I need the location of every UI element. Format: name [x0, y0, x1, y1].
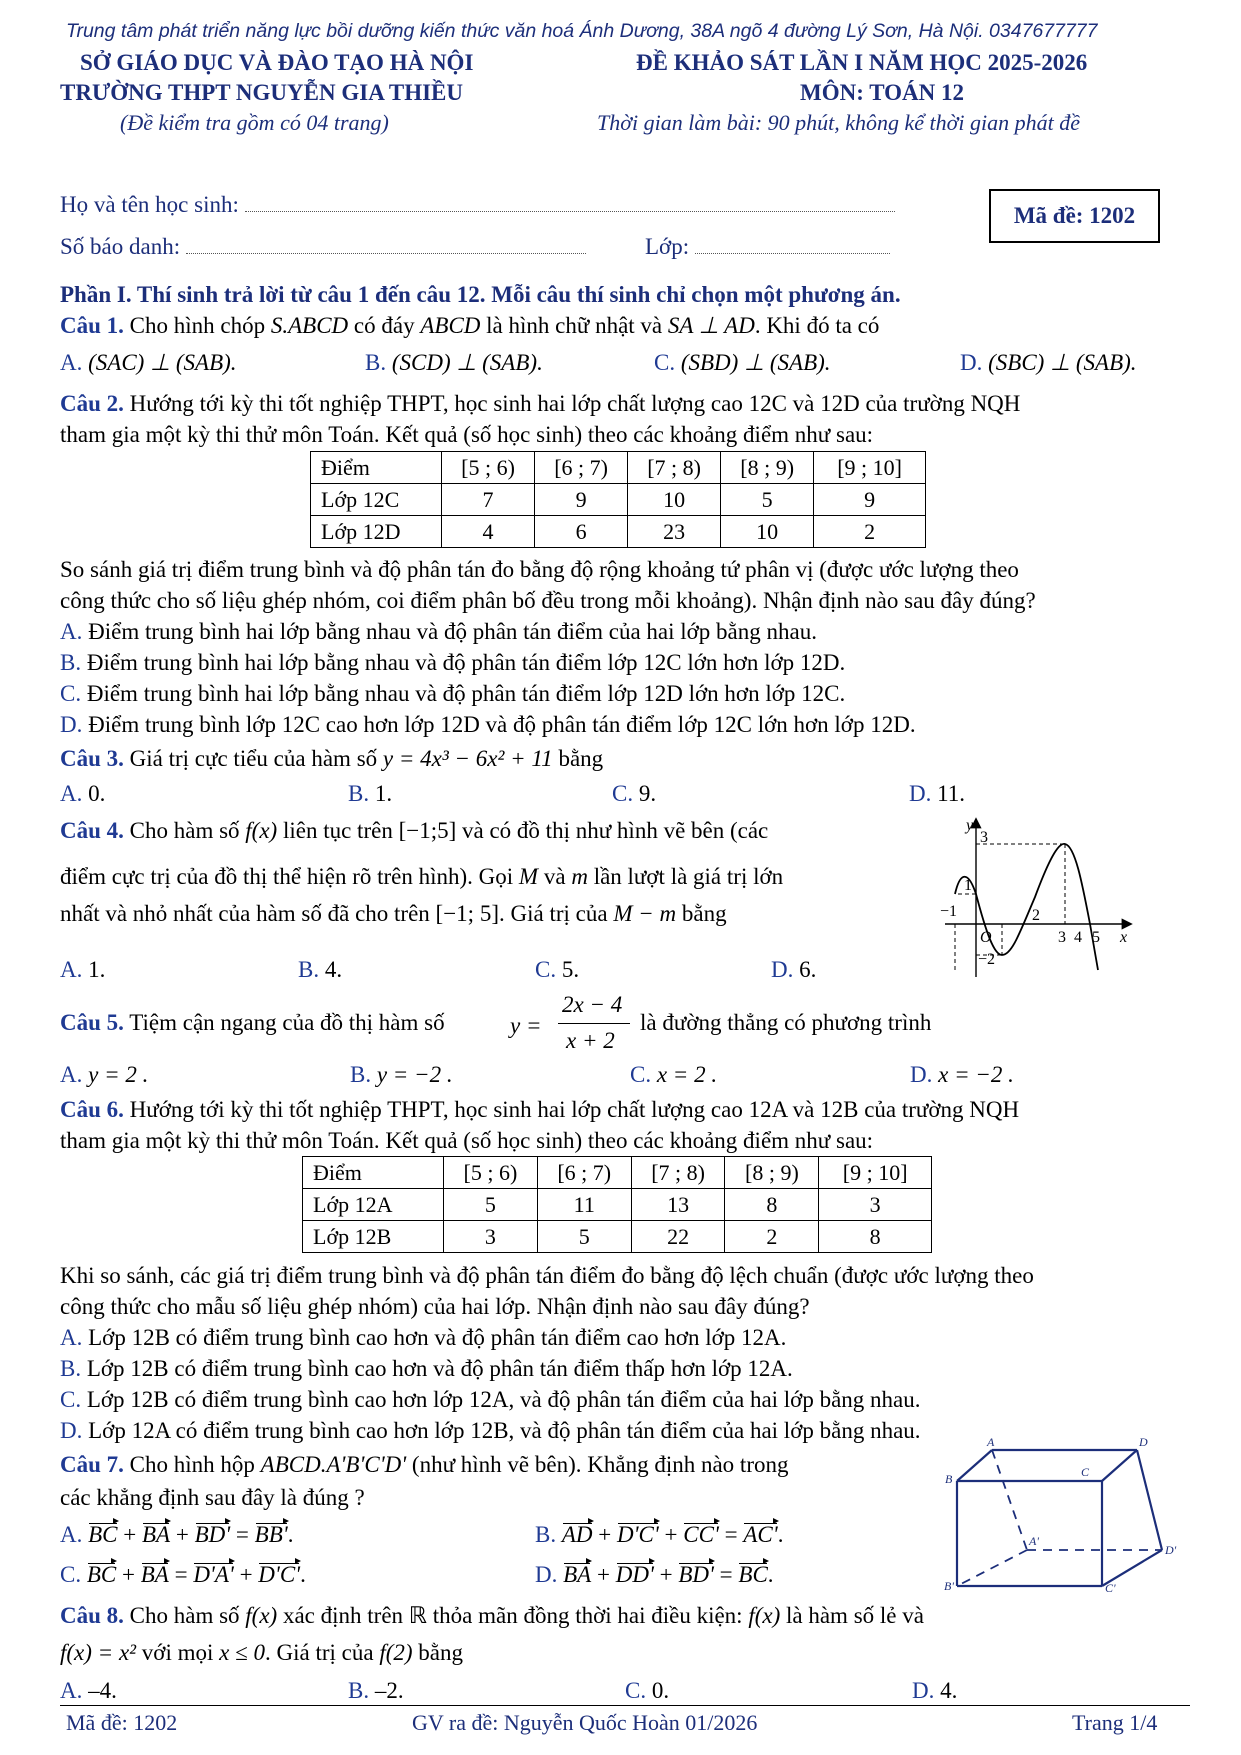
q5-fraction-bar: [558, 1023, 630, 1024]
table-cell: [8 ; 9): [721, 452, 814, 484]
table-cell: [6 ; 7): [535, 452, 628, 484]
q2-option-b[interactable]: [60, 650, 845, 676]
table-cell: [7 ; 8): [628, 452, 721, 484]
part1-heading: Phần I. Thí sinh trả lời từ câu 1 đến câu 12. Mỗi câu thí sinh chỉ chọn một phương án.: [60, 282, 901, 307]
q7-m1: ABCD.A'B'C'D': [260, 1452, 407, 1477]
fig-label-B: B: [945, 1472, 953, 1486]
q7-d-vec: BA: [563, 1562, 592, 1587]
fig-label-A1: A': [1029, 1534, 1039, 1548]
table-cell: [9 ; 10]: [814, 452, 926, 484]
q8-l2b: với mọi: [141, 1640, 214, 1665]
q4-t5: lần lượt là giá trị lớn: [593, 864, 784, 889]
q7-a-op: +: [123, 1522, 137, 1547]
q4-b-label: B.: [298, 957, 320, 982]
q2-num: Câu 2.: [60, 391, 124, 416]
q8-t2: xác định trên ℝ thỏa mãn đồng thời hai điều kiện:: [282, 1603, 743, 1628]
q6-d-value: Lớp 12A có điểm trung bình cao hơn lớp 12B, và độ phân tán điểm của hai lớp bằng nhau.: [88, 1418, 921, 1443]
exam-title: ĐỀ KHẢO SÁT LẦN I NĂM HỌC 2025-2026: [636, 50, 1088, 75]
q2-option-c[interactable]: [60, 681, 845, 707]
q4-c-label: C.: [535, 957, 557, 982]
table-cell: 5: [444, 1189, 538, 1221]
table-cell: Điểm: [311, 452, 442, 484]
footer-author: GV ra đề: Nguyễn Quốc Hoàn 01/2026: [412, 1710, 758, 1735]
q5-d-value: x = −2 .: [938, 1062, 1014, 1087]
q1-option-d[interactable]: [960, 350, 1137, 376]
q8-d-value: 4.: [940, 1678, 958, 1703]
q5-y: y =: [510, 1013, 542, 1038]
q2-table: [310, 451, 926, 548]
q2-c-value: Điểm trung bình hai lớp bằng nhau và độ phân tán điểm lớp 12D lớn hơn lớp 12C.: [86, 681, 846, 706]
table-cell: 22: [631, 1221, 725, 1253]
fig-label-D: D: [1139, 1438, 1148, 1449]
q1-m2: ABCD: [420, 313, 481, 338]
q7-c-op: =: [174, 1562, 188, 1587]
q7-d-dot: .: [767, 1562, 774, 1587]
q6-b-value: Lớp 12B có điểm trung bình cao hơn và độ phân tán điểm thấp hơn lớp 12A.: [86, 1356, 793, 1381]
q3-option-b[interactable]: [348, 781, 392, 807]
exam-code-box: [989, 189, 1160, 243]
q7-b-op: =: [724, 1522, 738, 1547]
graph-label-neg1: −1: [940, 903, 958, 920]
q1-d-value: (SBC) ⊥ (SAB).: [988, 350, 1137, 375]
class-field[interactable]: [695, 253, 890, 254]
q4-l3a: nhất và nhỏ nhất của hàm số đã cho trên: [60, 901, 430, 926]
q1-c-value: (SBD) ⊥ (SAB).: [680, 350, 831, 375]
q4-a-value: 1.: [88, 957, 106, 982]
student-name-line: [60, 192, 895, 218]
q7-d-op: +: [659, 1562, 673, 1587]
table-cell: [7 ; 8): [631, 1157, 725, 1189]
q2-a-value: Điểm trung bình hai lớp bằng nhau và độ phân tán điểm của hai lớp bằng nhau.: [88, 619, 817, 644]
table-row: [303, 1157, 932, 1189]
table-cell: 3: [819, 1189, 932, 1221]
q5-b-label: B.: [350, 1062, 372, 1087]
q8-b-value: –2.: [374, 1678, 404, 1703]
q3-option-c[interactable]: [612, 781, 656, 807]
q1-option-b[interactable]: [365, 350, 543, 376]
table-cell: [6 ; 7): [537, 1157, 631, 1189]
q1-a-value: (SAC) ⊥ (SAB).: [88, 350, 237, 375]
q4-t3: và có đồ thị như hình vẽ bên (các: [462, 818, 769, 843]
q2-line1: [60, 391, 1020, 417]
q8-l2c: x ≤ 0: [219, 1640, 265, 1665]
q8-l2f: bằng: [418, 1640, 463, 1665]
q7-t2: (như hình vẽ bên). Khẳng định nào trong: [411, 1452, 789, 1477]
subject: MÔN: TOÁN 12: [800, 80, 964, 105]
q6-c-value: Lớp 12B có điểm trung bình cao hơn lớp 12A, và độ phân tán điểm của hai lớp bằng nhau.: [86, 1387, 921, 1412]
q4-M: M: [518, 864, 539, 889]
q2-line2: tham gia một kỳ thi thử môn Toán. Kết quả (số học sinh) theo các khoảng điểm như sau:: [60, 422, 874, 447]
q8-d-label: D.: [912, 1678, 935, 1703]
q1-t3: là hình chữ nhật và: [486, 313, 663, 338]
q6-l1: Hướng tới kỳ thi tốt nghiệp THPT, học sinh hai lớp chất lượng cao 12A và 12B của trường NQH: [129, 1097, 1020, 1122]
table-cell: 2: [814, 516, 926, 548]
q5-num: Câu 5.: [60, 1010, 124, 1035]
q2-a-label: A.: [60, 619, 83, 644]
q5-denominator: x + 2: [566, 1028, 615, 1053]
q6-line1: [60, 1097, 1019, 1123]
q4-interval: [−1;5]: [398, 818, 457, 843]
q7-c-vec: BC: [86, 1562, 117, 1587]
q7-c-vec: BA: [140, 1562, 169, 1587]
q4-expr: M − m: [613, 901, 677, 926]
graph-label-1: 1: [964, 877, 972, 894]
q3-t1: Giá trị cực tiểu của hàm số: [129, 746, 378, 771]
q7-line2: các khẳng định sau đây là đúng ?: [60, 1485, 365, 1510]
q3-option-d[interactable]: [909, 781, 965, 807]
q6-a-value: Lớp 12B có điểm trung bình cao hơn và độ phân tán điểm cao hơn lớp 12A.: [88, 1325, 787, 1350]
q4-option-b[interactable]: [298, 957, 342, 983]
fig-label-B1: B': [944, 1579, 954, 1593]
q2-c-label: C.: [60, 681, 82, 706]
q3-text: [60, 746, 603, 772]
q8-option-c[interactable]: [625, 1678, 669, 1704]
q6-a-label: A.: [60, 1325, 83, 1350]
table-cell: Lớp 12D: [311, 516, 442, 548]
q6-option-c[interactable]: [60, 1387, 921, 1413]
q1-text: [60, 313, 879, 339]
class-label: Lớp:: [645, 234, 690, 259]
q5-option-c[interactable]: [630, 1062, 717, 1088]
q5-t2: là đường thẳng có phương trình: [640, 1010, 932, 1035]
q7-c-vec: D'C': [258, 1562, 301, 1587]
q1-a-label: A.: [60, 350, 83, 375]
table-row: [311, 484, 926, 516]
q7-d-vec: DD': [615, 1562, 654, 1587]
q8-num: Câu 8.: [60, 1603, 124, 1628]
q2-option-a[interactable]: [60, 619, 817, 645]
table-cell: 2: [725, 1221, 819, 1253]
student-name-field[interactable]: [245, 211, 895, 212]
q3-b-value: 1.: [374, 781, 393, 806]
student-id-field[interactable]: [186, 253, 586, 254]
q2-d-label: D.: [60, 712, 83, 737]
graph-label-4: 4: [1074, 929, 1082, 946]
table-cell: 23: [628, 516, 721, 548]
center-banner: Trung tâm phát triển năng lực bồi dưỡng kiến thức văn hoá Ánh Dương, 38A ngõ 4 đường Lý Sơn, Hà Nội. 0347677777: [66, 20, 1098, 42]
q7-b-label: B.: [535, 1522, 557, 1547]
q1-t2: có đáy: [353, 313, 415, 338]
q1-c-label: C.: [654, 350, 676, 375]
q3-d-label: D.: [909, 781, 932, 806]
q7-a-vec: BB': [254, 1522, 288, 1547]
q7-b-op: +: [664, 1522, 678, 1547]
q8-l2e: f(2): [379, 1640, 413, 1665]
q1-m1: S.ABCD: [270, 313, 349, 338]
q7-d-op: +: [596, 1562, 610, 1587]
q7-b-vec: AC': [743, 1522, 778, 1547]
q8-line1: [60, 1603, 924, 1629]
table-cell: 10: [628, 484, 721, 516]
q1-t4: . Khi đó ta có: [754, 313, 880, 338]
graph-label-origin: O: [980, 929, 992, 946]
q8-option-d[interactable]: [912, 1678, 957, 1704]
q2-d-value: Điểm trung bình lớp 12C cao hơn lớp 12D và độ phân tán điểm lớp 12C lớn hơn lớp 12D.: [88, 712, 916, 737]
q3-function: y = 4x³ − 6x² + 11: [382, 746, 553, 771]
student-name-label: Họ và tên học sinh:: [60, 192, 239, 217]
table-cell: 3: [444, 1221, 538, 1253]
q8-t1: Cho hàm số: [129, 1603, 240, 1628]
fig-label-D1: D': [1165, 1543, 1177, 1557]
q6-line3: Khi so sánh, các giá trị điểm trung bình và độ phân tán điểm đo bằng độ lệch chuẩn (được ước lượng theo: [60, 1263, 1034, 1288]
pages-note: (Đề kiểm tra gồm có 04 trang): [120, 110, 389, 135]
q8-a-label: A.: [60, 1678, 83, 1703]
q4-t1: Cho hàm số: [129, 818, 240, 843]
table-cell: 8: [725, 1189, 819, 1221]
exam-code: Mã đề: 1202: [1013, 203, 1136, 228]
q7-a-vec: BC: [88, 1522, 118, 1547]
q6-option-a[interactable]: [60, 1325, 786, 1351]
q4-option-a[interactable]: [60, 957, 105, 983]
q5-b-value: y = −2 .: [376, 1062, 453, 1087]
q5-option-a[interactable]: [60, 1062, 148, 1088]
q3-b-label: B.: [348, 781, 370, 806]
q6-b-label: B.: [60, 1356, 82, 1381]
q7-b-op: +: [598, 1522, 612, 1547]
q4-t6: bằng: [681, 901, 727, 926]
table-cell: 5: [537, 1221, 631, 1253]
q5-numerator: 2x − 4: [562, 992, 623, 1017]
q7-d-label: D.: [535, 1562, 558, 1587]
q6-line2: tham gia một kỳ thi thử môn Toán. Kết quả (số học sinh) theo các khoảng điểm như sau:: [60, 1128, 874, 1153]
q3-a-value: 0.: [88, 781, 106, 806]
q4-t2: liên tục trên: [282, 818, 393, 843]
student-id-label: Số báo danh:: [60, 234, 181, 259]
table-cell: Lớp 12C: [311, 484, 442, 516]
dept-name: SỞ GIÁO DỤC VÀ ĐÀO TẠO HÀ NỘI: [80, 50, 474, 75]
q8-l2d: . Giá trị của: [264, 1640, 374, 1665]
fig-label-A: A: [987, 1438, 995, 1449]
q4-d-label: D.: [771, 957, 794, 982]
table-row: [311, 516, 926, 548]
q1-d-label: D.: [960, 350, 983, 375]
graph-label-3x: 3: [1058, 929, 1066, 946]
table-cell: 10: [721, 516, 814, 548]
q1-b-value: (SCD) ⊥ (SAB).: [391, 350, 543, 375]
q7-c-op: +: [239, 1562, 253, 1587]
q8-a-value: –4.: [88, 1678, 117, 1703]
q8-b-label: B.: [348, 1678, 370, 1703]
q4-l3b: Giá trị của: [510, 901, 608, 926]
footer-page: Trang 1/4: [1072, 1710, 1158, 1735]
q7-line1: [60, 1452, 788, 1478]
q8-option-a[interactable]: [60, 1678, 117, 1704]
q7-b-vec: AD: [561, 1522, 593, 1547]
graph-label-5: 5: [1092, 929, 1100, 946]
q7-c-label: C.: [60, 1562, 82, 1587]
q1-option-a[interactable]: [60, 350, 237, 376]
table-cell: Lớp 12B: [303, 1221, 444, 1253]
q1-num: Câu 1.: [60, 313, 124, 338]
q4-l2: điểm cực trị của đồ thị thể hiện rõ trên hình). Gọi: [60, 864, 514, 889]
q3-num: Câu 3.: [60, 746, 124, 771]
footer-divider: [60, 1705, 1190, 1706]
q5-c-label: C.: [630, 1062, 652, 1087]
q3-option-a[interactable]: [60, 781, 105, 807]
q6-option-b[interactable]: [60, 1356, 793, 1382]
table-cell: [5 ; 6): [444, 1157, 538, 1189]
q4-num: Câu 4.: [60, 818, 124, 843]
graph-label-2: 2: [1032, 907, 1040, 924]
q4-graph: [940, 812, 1140, 982]
q6-option-d[interactable]: [60, 1418, 921, 1444]
school-name: TRƯỜNG THPT NGUYỄN GIA THIỀU: [60, 80, 464, 105]
footer-code: Mã đề: 1202: [66, 1710, 178, 1735]
graph-label-y: y: [966, 817, 974, 834]
table-cell: 4: [442, 516, 535, 548]
fig-label-C: C: [1081, 1465, 1090, 1479]
q4-option-c[interactable]: [535, 957, 579, 983]
q2-b-value: Điểm trung bình hai lớp bằng nhau và độ phân tán điểm lớp 12C lớn hơn lớp 12D.: [86, 650, 846, 675]
q7-b-vec: CC': [683, 1522, 719, 1547]
graph-label-3y: 3: [980, 829, 988, 846]
table-cell: 5: [721, 484, 814, 516]
q4-t4: và: [543, 864, 566, 889]
q3-t2: bằng: [558, 746, 604, 771]
class-line: [645, 234, 890, 260]
table-cell: [5 ; 6): [442, 452, 535, 484]
q4-b-value: 4.: [324, 957, 343, 982]
q3-c-value: 9.: [638, 781, 657, 806]
q8-line2: [60, 1640, 463, 1666]
q7-d-vec: BC: [738, 1562, 768, 1587]
q2-b-label: B.: [60, 650, 82, 675]
q8-c-value: 0.: [651, 1678, 670, 1703]
table-cell: 11: [537, 1189, 631, 1221]
q7-figure: [935, 1438, 1190, 1593]
q7-a-vec: BA: [142, 1522, 171, 1547]
q4-f: f(x): [245, 818, 278, 843]
q3-c-label: C.: [612, 781, 634, 806]
q7-a-dot: .: [287, 1522, 294, 1547]
q4-line3: [60, 901, 727, 927]
q6-line4: công thức cho mẫu số liệu ghép nhóm) của hai lớp. Nhận định nào sau đây đúng?: [60, 1294, 810, 1319]
q6-table: [302, 1156, 932, 1253]
graph-label-neg2: −2: [978, 951, 996, 968]
q6-d-label: D.: [60, 1418, 83, 1443]
q5-option-d[interactable]: [910, 1062, 1014, 1088]
student-id-line: [60, 234, 586, 260]
table-cell: 9: [535, 484, 628, 516]
q5-c-value: x = 2 .: [656, 1062, 718, 1087]
q1-option-c[interactable]: [654, 350, 831, 376]
q1-b-label: B.: [365, 350, 387, 375]
q7-a-label: A.: [60, 1522, 83, 1547]
table-cell: 6: [535, 516, 628, 548]
q8-option-b[interactable]: [348, 1678, 404, 1704]
q7-a-op: +: [175, 1522, 189, 1547]
q7-option-d[interactable]: [535, 1562, 774, 1588]
table-cell: 13: [631, 1189, 725, 1221]
q6-c-label: C.: [60, 1387, 82, 1412]
table-cell: 7: [442, 484, 535, 516]
q4-c-value: 5.: [561, 957, 580, 982]
q8-l2a: f(x) = x²: [60, 1640, 137, 1665]
q7-option-c[interactable]: [60, 1562, 306, 1588]
q8-t3: là hàm số lẻ và: [786, 1603, 924, 1628]
q4-line1: [60, 818, 768, 844]
q5-option-b[interactable]: [350, 1062, 453, 1088]
q6-num: Câu 6.: [60, 1097, 124, 1122]
q2-l1: Hướng tới kỳ thi tốt nghiệp THPT, học sinh hai lớp chất lượng cao 12C và 12D của trường NQH: [129, 391, 1021, 416]
table-cell: 8: [819, 1221, 932, 1253]
q4-m: m: [571, 864, 588, 889]
q4-line2: [60, 864, 783, 890]
q7-option-b[interactable]: [535, 1522, 783, 1548]
q7-t1: Cho hình hộp: [129, 1452, 255, 1477]
q1-m3: SA ⊥ AD: [667, 313, 755, 338]
q5-d-label: D.: [910, 1062, 933, 1087]
table-cell: 9: [814, 484, 926, 516]
q5-a-value: y = 2 .: [88, 1062, 149, 1087]
q7-b-dot: .: [777, 1522, 784, 1547]
q5-t1: Tiệm cận ngang của đồ thị hàm số: [129, 1010, 445, 1035]
q8-f: f(x): [245, 1603, 278, 1628]
q4-interval2: [−1; 5].: [435, 901, 505, 926]
table-cell: Điểm: [303, 1157, 444, 1189]
q7-a-op: =: [235, 1522, 249, 1547]
q2-line3: So sánh giá trị điểm trung bình và độ phân tán đo bằng độ rộng khoảng tứ phân vị (được ước lượng theo: [60, 557, 1019, 582]
q4-option-d[interactable]: [771, 957, 816, 983]
q4-d-value: 6.: [799, 957, 817, 982]
q2-option-d[interactable]: [60, 712, 916, 738]
q7-c-dot: .: [300, 1562, 306, 1587]
q4-a-label: A.: [60, 957, 83, 982]
q7-c-op: +: [121, 1562, 135, 1587]
fig-label-C1: C': [1105, 1581, 1116, 1593]
q7-option-a[interactable]: [60, 1522, 293, 1548]
table-row: [303, 1189, 932, 1221]
table-cell: [9 ; 10]: [819, 1157, 932, 1189]
q3-a-label: A.: [60, 781, 83, 806]
q7-num: Câu 7.: [60, 1452, 124, 1477]
q7-c-vec: D'A': [193, 1562, 234, 1587]
table-cell: Lớp 12A: [303, 1189, 444, 1221]
q7-b-vec: D'C': [617, 1522, 659, 1547]
q7-d-op: =: [719, 1562, 733, 1587]
table-cell: [8 ; 9): [725, 1157, 819, 1189]
q3-d-value: 11.: [937, 781, 966, 806]
q8-f2: f(x): [748, 1603, 781, 1628]
q7-a-vec: BD': [194, 1522, 231, 1547]
q5-a-label: A.: [60, 1062, 83, 1087]
time-note: Thời gian làm bài: 90 phút, không kể thời gian phát đề: [597, 110, 1081, 135]
graph-label-x: x: [1120, 929, 1128, 946]
q5-text: [60, 1010, 445, 1036]
table-row: [311, 452, 926, 484]
q2-line4: công thức cho số liệu ghép nhóm, coi điểm phân bố đều trong mỗi khoảng). Nhận định nào sau đây đúng?: [60, 588, 1036, 613]
q1-t1: Cho hình chóp: [129, 313, 266, 338]
q8-c-label: C.: [625, 1678, 647, 1703]
table-row: [303, 1221, 932, 1253]
q7-d-vec: BD': [678, 1562, 714, 1587]
